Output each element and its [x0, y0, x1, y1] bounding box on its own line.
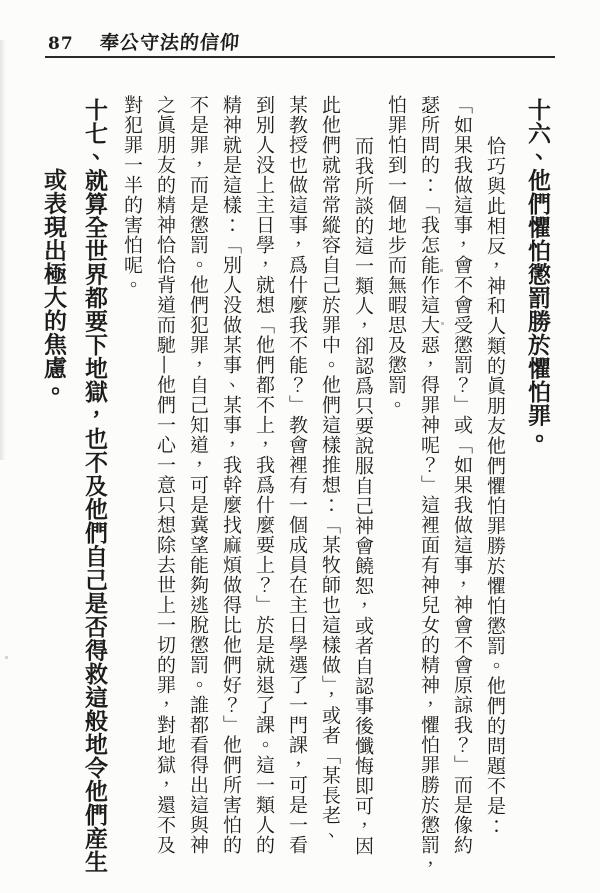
page-body: [33, 95, 558, 879]
text-column: 到別人没上主日學，就想「他們都不上，我爲什麼要上？」於是就退了課。這一類人的: [253, 95, 275, 855]
text-column: 瑟所問的：「我怎能作這大惡，得罪神呢？」這裡面有神兒女的精神，懼怕罪勝於懲罰，: [418, 95, 440, 875]
section-17-heading-cont: 或表現出極大的焦慮。: [40, 168, 67, 403]
page-header: [48, 28, 555, 55]
text-column: 之眞朋友的精神恰恰背道而馳—他們一心一意只想除去世上一切的罪，對地獄，還不及: [154, 95, 176, 855]
text-column: 精神就是這樣：「別人没做某事、某事，我幹麼找麻煩做得比他們好？」他們所害怕的: [220, 95, 242, 855]
scan-edge-shading: [0, 40, 6, 460]
text-column: 恰巧與此相反，神和人類的眞朋友他們懼怕罪勝於懼怕懲罰。他們的問題不是：: [484, 136, 506, 836]
scan-specks: [0, 0, 1, 1]
section-16-heading: 十六、他們懼怕懲罰勝於懼怕罪。: [524, 98, 551, 451]
header-divider: [45, 56, 555, 58]
text-column: 「如果我做這事，會不會受懲罰？」或「如果我做這事，神會不會原諒我？」而是像約: [451, 95, 473, 855]
text-column: 怕罪怕到一個地步而無暇思及懲罰。: [385, 95, 407, 415]
section-17-heading: 十七、就算全世界都要下地獄，也不及他們自己是否得救這般地令他們産生: [81, 98, 108, 874]
text-column: 某教授也做這事，爲什麼我不能？」教會裡有一個成員在主日學選了一門課，可是一看: [286, 95, 308, 855]
text-column: 不是罪，而是懲罰。他們犯罪，自己知道，可是冀望能夠逃脫懲罰。誰都看得出這與神: [187, 95, 209, 855]
text-column: 對犯罪一半的害怕呢。: [121, 95, 143, 295]
running-head-title: 奉公守法的信仰: [98, 32, 241, 54]
text-column: 而我所談的這一類人，卻認爲只要說服自己神會饒恕，或者自認事後懺悔即可，因: [352, 136, 374, 856]
text-column: 此他們就常常縱容自己於罪中。他們這樣推想：「某牧師也這樣做」，或者「某長老、: [319, 95, 341, 846]
page-number: 87: [48, 34, 74, 54]
